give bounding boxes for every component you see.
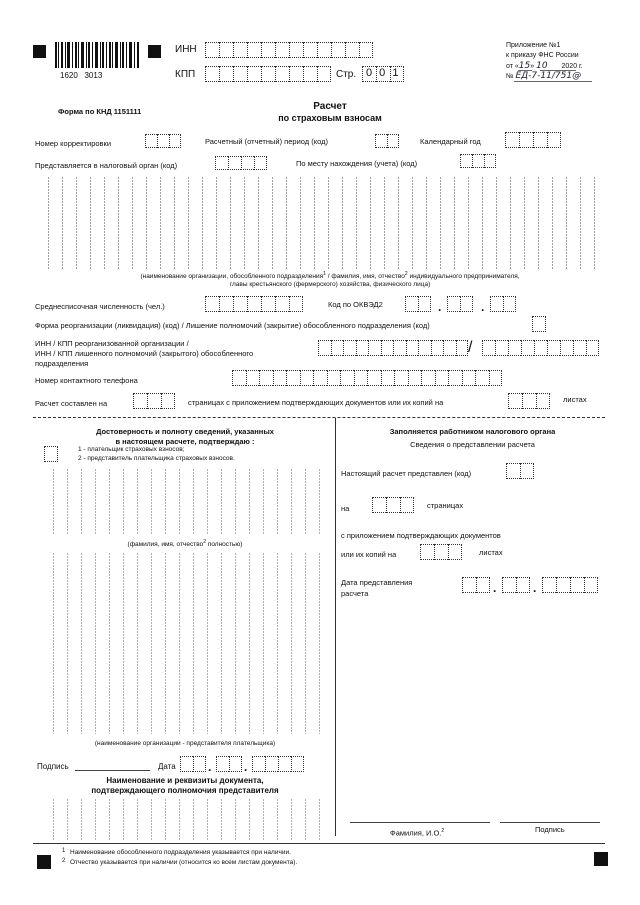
tax-officer-section-title: Заполняется работником налогового органа [389,427,556,436]
signature-date-month[interactable] [216,756,242,772]
kpp-field[interactable] [205,66,331,82]
right-sheets-label: листах [479,548,503,557]
okved-field-part-3[interactable] [490,296,516,312]
appendix-date-month: 10 [536,61,548,71]
calendar-year-field[interactable] [505,132,561,148]
period-code-label: Расчетный (отчетный) период (код) [205,137,328,146]
submission-date-label: Дата представления [341,578,413,587]
page-count-field[interactable] [133,393,175,409]
signer-type-field[interactable] [44,446,58,462]
footnote-1-text: Наименование обособленного подразделения указывается при наличии. [70,849,291,856]
date-label: Дата [158,762,176,771]
appendix-date-prefix: от « [506,63,519,70]
organization-name-caption: (наименование организации, обособленного подразделения$^1$ / фамилия, имя, отчество$^2$ индивидуального предпринимателя, [140,271,520,281]
location-code-field[interactable] [460,154,496,168]
officer-name-label: Фамилия, И.О.$^2$ [390,828,445,838]
appendix-number-prefix: № [506,73,514,80]
headcount-label: Среднесписочная численность (чел.) [35,302,165,311]
pages-middle-label: страницах с приложением подтверждающих документов или их копий на [188,398,444,407]
officer-signature-label: Подпись [535,825,565,834]
signer-option-2: 2 - представитель плательщика страховых взносов. [78,455,235,462]
corner-marker-bottom-right [594,852,608,866]
appendix-line-1: Приложение №1 [506,42,561,49]
phone-label: Номер контактного телефона [35,376,138,385]
kpp-label: КПП [175,69,196,80]
knd-form-code: Форма по КНД 1151111 [58,107,142,116]
authority-document-title: Наименование и реквизиты документа, [106,776,264,785]
appendix-number-value: ЕД-7-11/751@ [515,71,582,81]
phone-field[interactable] [232,370,502,386]
calendar-year-label: Календарный год [420,137,481,146]
on-label: на [341,504,350,513]
submission-info-subtitle: Сведения о представлении расчета [410,440,535,449]
sheets-label: листах [563,395,587,404]
officer-signature-line[interactable] [500,822,600,823]
location-code-label: По месту нахождения (учета) (код) [296,159,418,168]
signer-name-caption: (фамилия, имя, отчество$^2$ полностью) [127,539,243,549]
footnote-1-number: 1 [62,848,66,854]
reorganization-code-field[interactable] [532,316,546,332]
period-code-field[interactable] [375,134,399,148]
signature-label: Подпись [37,762,69,771]
page-number-value: 0 0 1 [366,67,401,79]
submission-date-label-line-2: расчета [341,589,369,598]
inn-label: ИНН [175,44,197,55]
okved-field-part-2[interactable] [447,296,473,312]
confirmation-title-line-2: в настоящем расчете, подтверждаю : [115,437,255,446]
footnote-divider [33,843,605,844]
inn-kpp-separator: / [468,339,473,356]
appendix-date-sep: » [530,63,535,70]
pages-label: страницах [427,501,464,510]
inn-field[interactable] [205,42,373,58]
submission-date-day[interactable] [462,577,490,593]
reorganization-code-label: Форма реорганизации (ликвидация) (код) / Лишение полномочий (закрытие) обособленного подразделения (код) [35,321,430,330]
appendix-date-day: 15 [518,61,531,71]
signature-date-day[interactable] [180,756,206,772]
reorganized-inn-label-1: ИНН / КПП реорганизованной организации / [35,339,189,348]
organization-name-caption-line-2: главы крестьянского (фермерского) хозяйства, физического лица) [229,281,431,288]
barcode-number: 1620 3013 [60,71,103,80]
correction-number-label: Номер корректировки [35,139,112,148]
tax-authority-field[interactable] [215,156,267,170]
signature-line[interactable] [75,770,150,771]
reorganized-inn-label-3: подразделения [35,359,89,368]
submitted-code-field[interactable] [506,463,534,479]
footnote-2-text: Отчество указывается при наличии (относится ко всем листам документа). [70,859,298,866]
submission-date-year[interactable] [542,577,598,593]
corner-marker-top-left [33,45,46,58]
headcount-field[interactable] [205,296,303,312]
submitted-pages-field[interactable] [372,497,414,513]
submission-date-month[interactable] [502,577,530,593]
signer-option-1: 1 - плательщик страховых взносов; [78,446,185,453]
form-subtitle: по страховым взносам [278,113,382,123]
copies-label: или их копий на [341,550,397,559]
page-label: Стр. [336,69,357,80]
footnote-2-number: 2 [62,858,66,864]
tax-authority-label: Представляется в налоговый орган (код) [35,161,178,170]
section-divider [33,417,605,418]
submitted-sheets-field[interactable] [420,544,462,560]
reorganized-kpp-field[interactable] [482,340,599,356]
okved-field-part-1[interactable] [405,296,431,312]
correction-number-field[interactable] [145,134,181,148]
appendix-line-4 [506,72,581,81]
authority-document-title-line-2: подтверждающего полномочия представителя [91,786,279,795]
okved-label: Код по ОКВЭД2 [328,300,383,309]
pages-prefix-label: Расчет составлен на [35,399,108,408]
confirmation-title: Достоверность и полноту сведений, указанных [96,427,274,436]
attachment-sheets-field[interactable] [508,393,550,409]
reorganized-inn-field[interactable] [318,340,468,356]
representative-caption: (наименование организации - представителя плательщика) [94,740,276,747]
reorganized-inn-label-2: ИНН / КПП лишенного полномочий (закрытого) обособленного [35,349,254,358]
attachments-label: с приложением подтверждающих документов [341,531,501,540]
barcode [55,42,139,68]
form-title: Расчет [313,101,347,112]
submitted-code-label: Настоящий расчет представлен (код) [341,469,472,478]
signature-date-year[interactable] [252,756,304,772]
officer-name-line[interactable] [350,822,490,823]
appendix-date-year: 2020 г. [561,63,583,70]
appendix-line-2: к приказу ФНС России [506,52,579,59]
corner-marker-bottom-left [37,855,51,869]
corner-marker-top-right [148,45,161,58]
column-divider [335,418,336,836]
